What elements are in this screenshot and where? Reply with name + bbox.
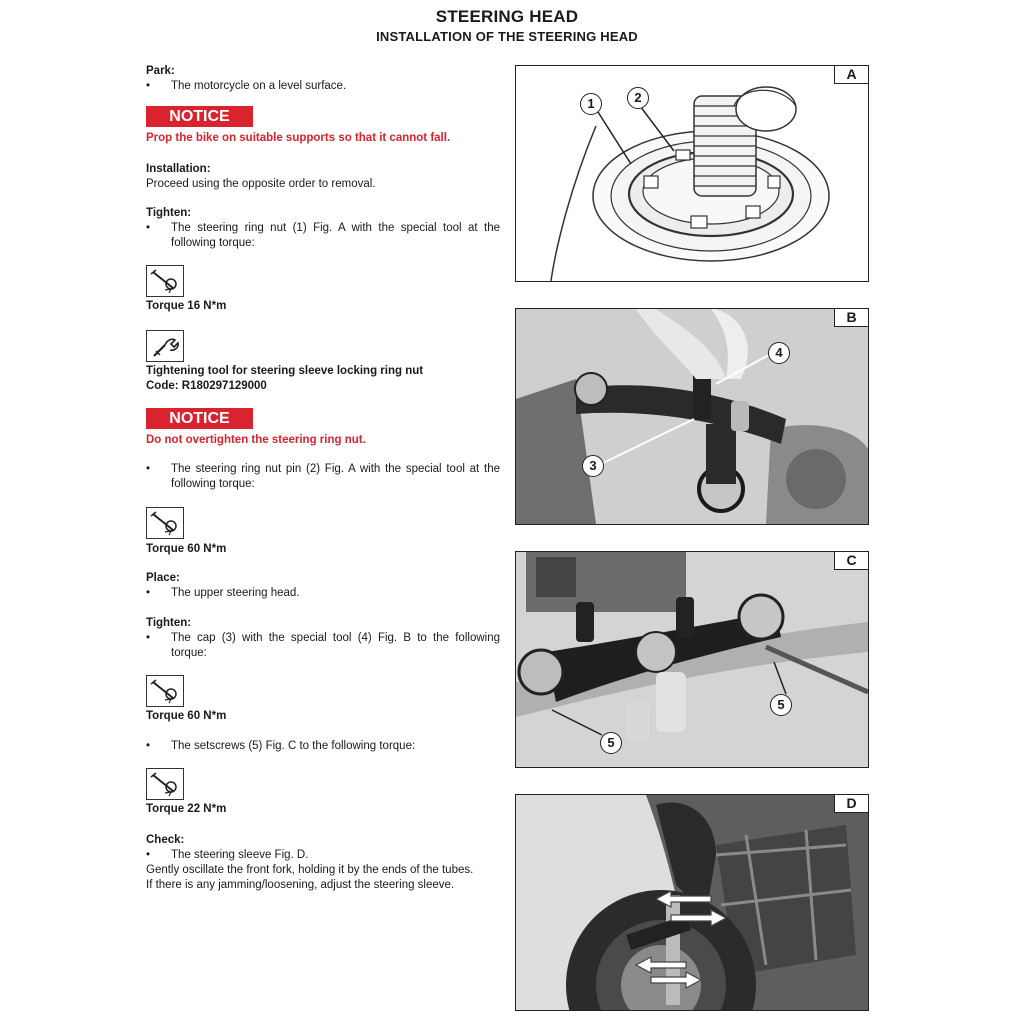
notice-badge-1: NOTICE <box>146 106 253 127</box>
bullet-dot: • <box>146 587 151 599</box>
check-bullet-text: The steering sleeve Fig. D. <box>171 849 309 861</box>
notice-badge-2: NOTICE <box>146 408 253 429</box>
tool-section <box>146 364 500 394</box>
setscrews-bullet <box>146 739 500 754</box>
place-section <box>146 571 500 601</box>
installation-text: Proceed using the opposite order to removal. <box>146 178 376 190</box>
torque-wrench-icon <box>146 507 184 539</box>
tighten-bullet-2-text: The cap (3) with the special tool (4) Fig. B to the following torque: <box>171 632 500 659</box>
bullet-dot: • <box>146 849 151 861</box>
callout-4: 4 <box>768 342 790 364</box>
figure-a-letter: A <box>834 66 868 84</box>
bullet-dot: • <box>146 80 151 92</box>
setscrews-section <box>146 739 500 754</box>
torque-wrench-icon <box>146 265 184 297</box>
torque-value-1: Torque 16 N*m <box>146 300 227 312</box>
tighten-section-1 <box>146 206 500 251</box>
callout-2: 2 <box>627 87 649 109</box>
installation-section <box>146 162 500 192</box>
callout-3: 3 <box>582 455 604 477</box>
place-bullet <box>146 586 500 601</box>
tighten-label-1: Tighten: <box>146 207 192 219</box>
check-bullet <box>146 848 506 863</box>
page-title: STEERING HEAD <box>435 7 579 26</box>
park-bullet-text: The motorcycle on a level surface. <box>171 80 347 92</box>
bullet-dot: • <box>146 463 151 475</box>
figure-d-photo <box>516 795 868 1010</box>
bullet-dot: • <box>146 740 151 752</box>
bullet-dot: • <box>146 222 151 234</box>
tighten-bullet-2 <box>146 631 500 661</box>
installation-label: Installation: <box>146 163 211 175</box>
park-bullet <box>146 79 500 94</box>
figure-b-photo <box>516 309 868 524</box>
tighten-bullet-1 <box>146 221 500 251</box>
tighten-bullet-1-text: The steering ring nut (1) Fig. A with the special tool at the following torque: <box>171 222 500 249</box>
figure-b-letter: B <box>834 309 868 327</box>
check-section <box>146 833 506 893</box>
notice-text-1: Prop the bike on suitable supports so that it cannot fall. <box>146 132 451 144</box>
figure-d <box>515 794 869 1011</box>
setscrews-bullet-text: The setscrews (5) Fig. C to the following torque: <box>171 740 416 752</box>
figure-a-drawing <box>516 66 868 281</box>
tighten-section-2 <box>146 616 500 661</box>
tighten-label-2: Tighten: <box>146 617 192 629</box>
callout-5-left: 5 <box>600 732 622 754</box>
special-tool-icon <box>146 330 184 362</box>
pin-bullet <box>146 462 500 492</box>
check-line-1: Gently oscillate the front fork, holding it by the ends of the tubes. <box>146 864 474 876</box>
park-label: Park: <box>146 65 175 77</box>
place-label: Place: <box>146 572 180 584</box>
notice-text-2: Do not overtighten the steering ring nut. <box>146 434 366 446</box>
callout-5-right: 5 <box>770 694 792 716</box>
torque-value-2: Torque 60 N*m <box>146 543 227 555</box>
torque-value-3: Torque 60 N*m <box>146 710 227 722</box>
figure-c <box>515 551 869 768</box>
tool-code: Code: R180297129000 <box>146 380 267 392</box>
place-bullet-text: The upper steering head. <box>171 587 300 599</box>
page-subtitle: INSTALLATION OF THE STEERING HEAD <box>376 29 638 44</box>
park-section <box>146 64 500 94</box>
tool-name: Tightening tool for steering sleeve locking ring nut <box>146 365 424 377</box>
figure-b <box>515 308 869 525</box>
torque-value-4: Torque 22 N*m <box>146 803 227 815</box>
bullet-dot: • <box>146 632 151 644</box>
pin-bullet-text: The steering ring nut pin (2) Fig. A with the special tool at the following torque: <box>171 463 500 490</box>
pin-section <box>146 462 500 492</box>
torque-wrench-icon <box>146 768 184 800</box>
torque-wrench-icon <box>146 675 184 707</box>
figure-c-photo <box>516 552 868 767</box>
figure-c-letter: C <box>834 552 868 570</box>
figure-d-letter: D <box>834 795 868 813</box>
check-line-2: If there is any jamming/loosening, adjust the steering sleeve. <box>146 879 455 891</box>
check-label: Check: <box>146 834 185 846</box>
callout-1: 1 <box>580 93 602 115</box>
figure-a <box>515 65 869 282</box>
